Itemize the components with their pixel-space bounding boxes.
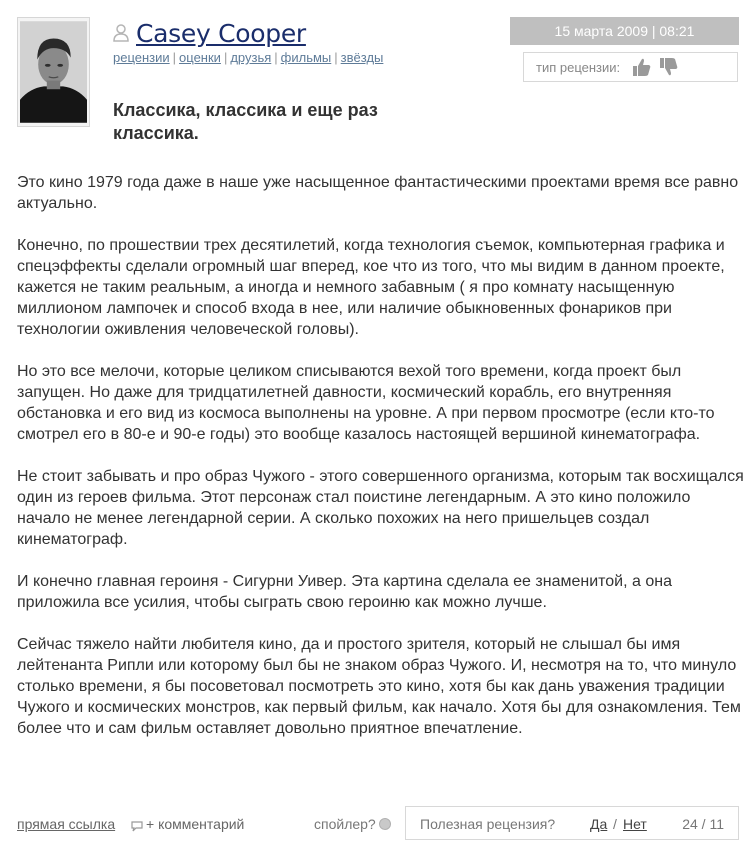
review-paragraph: Это кино 1979 года даже в наше уже насыщенное фантастическими проектами время все равно актуально. [17, 174, 739, 212]
useful-review-box [405, 806, 739, 840]
review-type-label: тип рецензии: [536, 59, 621, 75]
review-title: Классика, классика и еще раз классика. [113, 100, 378, 143]
review-paragraph: Но это все мелочи, которые целиком списываются вехой того времени, когда проект был запущен. Но даже для тридцатилетней давности, космический корабль, его внутренняя обстановка и его вид из космоса выполнены на уровне. А при первом просмотре (если кто-то смотрел его в 80-е и 90-е годы) это вообще казалось настоящей вершиной кинематографа. [17, 363, 715, 443]
separator: | [223, 50, 228, 65]
user-link-reviews[interactable]: рецензии [113, 50, 170, 65]
user-header [113, 18, 306, 48]
comment-bubble-icon [131, 819, 143, 830]
user-link-stars[interactable]: звёзды [340, 50, 384, 65]
review-paragraph: Сейчас тяжело найти любителя кино, да и простого зрителя, который не слышал бы имя лейтенанта Рипли или которому был бы не знаком образ Чужого. И, несмотря на то, что минуло столько времени, я бы посоветовал посмотреть это кино, хотя бы как дань уважения традиции Чужого и космических монстров, как первый фильм, как начало. Хотя бы для ознакомления. Тем более что и сам фильм оставляет довольно приятное впечатление. [17, 636, 741, 737]
useful-question: Полезная рецензия? [420, 816, 556, 832]
thumbs-up-icon[interactable] [630, 56, 652, 78]
review-body [17, 172, 745, 760]
user-link-ratings[interactable]: оценки [179, 50, 221, 65]
review-date: 15 марта 2009 | 08:21 [510, 17, 739, 45]
user-name-link[interactable]: Casey Cooper [136, 18, 306, 48]
separator: | [172, 50, 177, 65]
review-paragraph: Конечно, по прошествии трех десятилетий, когда технология съемок, компьютерная графика и спецэффекты сделали огромный шаг вперед, кое что из того, что мы видим в данном проекте, кажется не таким реальным, а иногда и немного забавным ( я про комнату насыщенную миллионом лампочек и способ входа в нее, или наличие обыкновенных фонариков при технологии оживления человеческой головы). [17, 237, 725, 338]
user-link-films[interactable]: фильмы [280, 50, 332, 65]
spoiler-toggle[interactable] [314, 816, 391, 832]
useful-separator: / [613, 816, 617, 832]
avatar-photo [20, 20, 87, 124]
avatar[interactable] [17, 17, 90, 127]
user-icon [113, 24, 129, 42]
review-type [523, 52, 738, 82]
user-link-friends[interactable]: друзья [230, 50, 272, 65]
useful-yes-link[interactable]: Да [590, 816, 608, 832]
review-footer [17, 806, 739, 840]
spoiler-label: спойлер? [314, 816, 376, 832]
useful-no-link[interactable]: Нет [623, 816, 647, 832]
review-paragraph: Не стоит забывать и про образ Чужого - этого совершенного организма, которым так восхищался один из героев фильма. Этот персонаж стал поистине легендарным. А это кино положило начало не менее легендарной серии. А сколько похожих на него пришельцев создал кинематограф. [17, 468, 744, 548]
review-paragraph: И конечно главная героиня - Сигурни Уивер. Эта картина сделала ее знаменитой, а она приложила все усилия, чтобы сыграть свою героиню как можно лучше. [17, 573, 672, 611]
useful-score: 24 / 11 [682, 816, 724, 832]
add-comment-label: + комментарий [146, 816, 245, 832]
permalink[interactable]: прямая ссылка [17, 816, 116, 832]
spoiler-dot-icon [379, 818, 391, 830]
add-comment-link[interactable] [131, 816, 244, 832]
separator: | [334, 50, 338, 65]
user-links [113, 50, 383, 65]
separator: | [274, 50, 278, 65]
thumbs-down-icon[interactable] [657, 56, 679, 78]
